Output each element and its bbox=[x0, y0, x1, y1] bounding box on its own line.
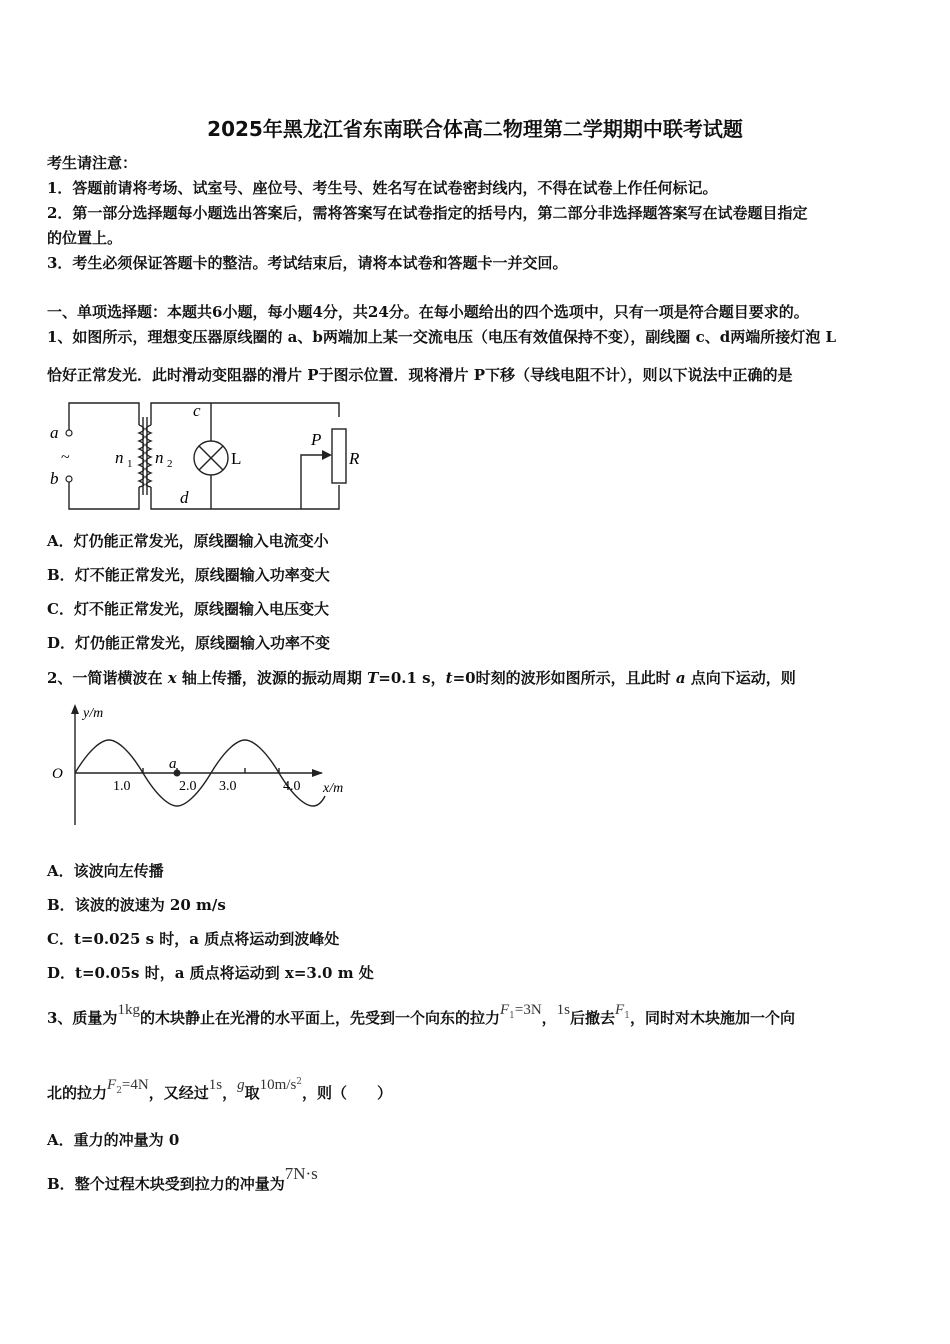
q3-stem-line2: 北的拉力$F^2=4N$，又经过1s，g取$10m/s^2$，则（ ） bbox=[47, 1077, 393, 1102]
point-a-label: a bbox=[169, 756, 177, 772]
q1-stem-line1: 1、如图所示，理想变压器原线圈的 a、b两端加上某一交流电压（电压有效值保持不变），副线圈 c、d两端所接灯泡 L bbox=[47, 328, 836, 346]
label-d: d bbox=[180, 488, 189, 507]
label-L: L bbox=[231, 449, 242, 468]
label-a: a bbox=[50, 423, 59, 442]
q2-option-b: B．该波的波速为 20 m/s bbox=[47, 896, 226, 914]
rheostat-symbol bbox=[332, 429, 346, 483]
q1-option-c: C．灯不能正常发光，原线圈输入电压变大 bbox=[47, 600, 329, 618]
notice-item-1: 1．答题前请将考场、试室号、座位号、考生号、姓名写在试卷密封线内，不得在试卷上作任何标记。 bbox=[47, 179, 718, 197]
q2-option-a: A．该波向左传播 bbox=[47, 862, 164, 880]
label-b: b bbox=[50, 469, 59, 488]
section-1-heading: 一、单项选择题：本题共6小题，每小题4分，共24分。在每小题给出的四个选项中，只有一项是符合题目要求的。 bbox=[47, 303, 809, 321]
q2-option-d: D．t=0.05s 时，a 质点将运动到 x=3.0 m 处 bbox=[47, 964, 374, 982]
notice-item-3: 3．考生必须保证答题卡的整洁。考试结束后，请将本试卷和答题卡一并交回。 bbox=[47, 254, 568, 272]
y-axis-label: y/m bbox=[83, 706, 104, 721]
label-n1: n bbox=[115, 448, 124, 467]
q2-option-c: C．t=0.025 s 时，a 质点将运动到波峰处 bbox=[47, 930, 340, 948]
tick-3: 3.0 bbox=[219, 779, 237, 794]
q1-option-a: A．灯仍能正常发光，原线圈输入电流变小 bbox=[47, 532, 329, 550]
notice-item-2-cont: 的位置上。 bbox=[47, 229, 123, 247]
label-n1-sub: 1 bbox=[127, 458, 133, 470]
origin-label: O bbox=[52, 766, 63, 782]
q1-circuit-diagram bbox=[47, 395, 377, 520]
slider-arrow-icon bbox=[322, 450, 332, 460]
q3-option-b: B．整个过程木块受到拉力的冲量为7N·s bbox=[47, 1164, 318, 1193]
q1-option-b: B．灯不能正常发光，原线圈输入功率变大 bbox=[47, 566, 330, 584]
tick-1: 1.0 bbox=[113, 779, 131, 794]
label-tilde: ~ bbox=[61, 449, 70, 466]
label-n2: n bbox=[155, 448, 164, 467]
q1-option-d: D．灯仍能正常发光，原线圈输入功率不变 bbox=[47, 634, 331, 652]
tick-2: 2.0 bbox=[179, 779, 197, 794]
x-axis-label: x/m bbox=[323, 781, 344, 796]
q2-stem: 2、一简谐横波在 x 轴上传播，波源的振动周期 T=0.1 s，t=0时刻的波形如图所示，且此时 a 点向下运动，则 bbox=[47, 669, 796, 687]
label-c: c bbox=[193, 401, 201, 420]
notice-header: 考生请注意： bbox=[47, 154, 138, 172]
page-title: 2025年黑龙江省东南联合体高二物理第二学期期中联考试题 bbox=[207, 117, 743, 141]
tick-4: 4.0 bbox=[283, 779, 301, 794]
q1-stem-line2: 恰好正常发光．此时滑动变阻器的滑片 P于图示位置．现将滑片 P下移（导线电阻不计），则以下说法中正确的是 bbox=[47, 366, 793, 384]
y-arrow-icon bbox=[71, 704, 79, 714]
q3-option-a: A．重力的冲量为 0 bbox=[47, 1131, 180, 1149]
q2-wave-graph bbox=[47, 700, 357, 830]
notice-item-2: 2．第一部分选择题每小题选出答案后，需将答案写在试卷指定的括号内，第二部分非选择题答案写在试卷题目指定 bbox=[47, 204, 808, 222]
label-P: P bbox=[311, 430, 322, 449]
label-n2-sub: 2 bbox=[167, 458, 173, 470]
x-arrow-icon bbox=[312, 769, 323, 777]
q3-stem-line1: 3、质量为1kg的木块静止在光滑的水平面上，先受到一个向东的拉力$F^1=3N$，1s后撤去$F^1$，同时对木块施加一个向 bbox=[47, 1002, 795, 1027]
label-R: R bbox=[349, 449, 360, 468]
